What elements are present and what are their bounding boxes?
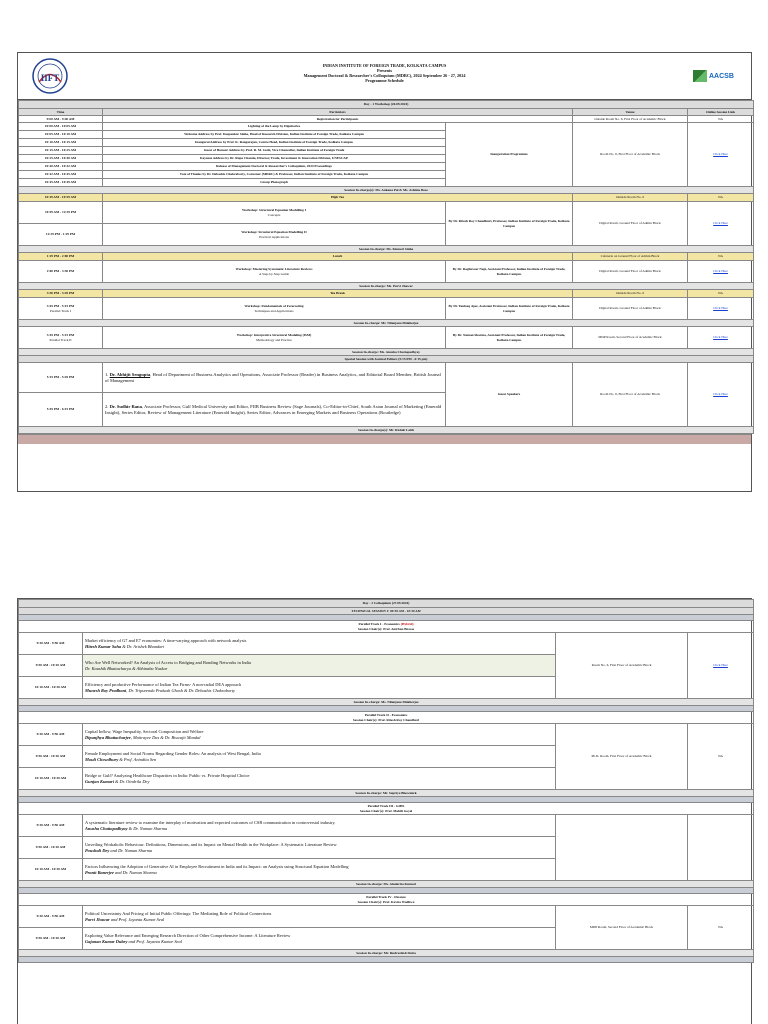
venue-cell: Room No. 6, First Floor of Academic Block <box>556 633 688 699</box>
paper-cell: Capital Inflow, Wage Inequality, Sectoral Composition and Welfare Dipanjhya Bhattacharjee, Maitrayee Das & Dr. Biswajit Mandal <box>83 724 556 746</box>
col-link: Online Session Link <box>688 109 754 116</box>
link-na: NA <box>688 116 754 123</box>
agenda-item: Lighting of the Lamp by Dignitaries <box>103 123 446 131</box>
session-incharge: Session In-charge: Ms. Kinnori Sinha <box>19 246 754 253</box>
click-here-link[interactable]: Click Here <box>713 269 728 274</box>
day1-table <box>18 100 754 434</box>
time-cell: 10:10 AM - 10:15 AM <box>19 139 103 147</box>
time-cell: 10:10 AM - 10:30 AM <box>19 859 83 881</box>
link-na: NA <box>688 290 754 298</box>
session-incharge: Session In-charge: Ms. Purvi Jhawar <box>19 283 754 290</box>
session-incharge: Session In-charge: Mr. Supriya Bhowmick <box>19 790 754 797</box>
institute-name: INDIAN INSTITUTE OF FOREIGN TRADE, KOLKATA CAMPUS <box>322 63 447 68</box>
workshop-cell <box>103 327 446 349</box>
paper-cell: Market efficiency of G7 and E7 economies: A time-varying approach with network analysis Hitesh Kumar Saha & Dr. Arishek Bhandari <box>83 633 556 655</box>
click-here-link[interactable]: Click Here <box>713 221 728 226</box>
link-na: NA <box>688 906 754 950</box>
col-time: Time <box>19 109 103 116</box>
venue-cell: Room No. 6, First Floor of Academic Block <box>573 123 688 187</box>
time-cell: 10:00 AM - 10:05 AM <box>19 123 103 131</box>
session-incharge: Session In-charge: Ms. Anusha Chattopadhyay <box>19 349 754 356</box>
time-cell: 10:45 AM - 10:49 AM <box>19 179 103 187</box>
day1-title: Day - 1 Workshop (26.09.2024) <box>19 101 754 109</box>
time-cell: 10:15 AM - 10:25 AM <box>19 147 103 155</box>
time-cell: 9:30 AM - 9:50 AM <box>19 815 83 837</box>
online-link[interactable] <box>688 123 754 187</box>
workshop-sub: Techniques and Applications <box>254 308 294 313</box>
programme-subtitle: Programme Schedule <box>365 78 404 83</box>
track-header: Parallel Track III - GIHS Session Chair(s): Prof. Mohili Goyel <box>19 803 754 815</box>
click-here-link[interactable]: Click Here <box>713 392 728 397</box>
registration-label: Registration for Participants <box>103 116 573 123</box>
time-cell: 3:45 PM - 5:15 PM Parallel Track II <box>19 327 103 349</box>
agenda-item: Keynote Address by Dr. Rupa Chanda, Director, Trade, Investment & Innovation Division, UNESCAP <box>103 155 446 163</box>
guest-speaker-1: 1. Dr. Abhijit Sengupta, Head of Department of Business Analytics and Operations, Associate Professor (Reader) in Business Analytics, and Editorial Board Member, British Journal of Management <box>103 363 446 393</box>
time-cell: 10:59 AM - 12:29 PM <box>19 202 103 224</box>
venue-cell: Room No. 6, First Floor of Academic Block <box>573 363 688 427</box>
agenda-item: Group Photograph <box>103 179 446 187</box>
paper-cell: Unveiling Workaholic Behaviour: Definitions, Dimensions, and its Impact on Mental Health in the Workplace: A Systematic Literature Review Poushali Dey and Dr. Naman Sharma <box>83 837 556 859</box>
session-incharge: Session In-charge: Ms. Alankrita Kumari <box>19 881 754 888</box>
paper-cell: Efficiency and productive Performance of Indian Tea Firms- A non-radial DEA approach Munesh Roy Pradhani, Dr. Tripurenda Prakash Ghosh & Dr. Debashis Chakraborty <box>83 677 556 699</box>
time-cell: 9:30 AM - 9:50 AM <box>19 724 83 746</box>
workshop-title: Workshop: Structural Equation Modelling II <box>241 230 307 235</box>
time-cell: 3:30 PM - 3:45 PM <box>19 290 103 298</box>
time-cell: 5:15 PM - 5:45 PM <box>19 363 103 393</box>
session-incharge: Session In-charge: Mr. Rudrashish Dutta <box>19 950 754 957</box>
time-cell: 10:42 AM - 10:45 AM <box>19 171 103 179</box>
click-here-link[interactable]: Click Here <box>713 306 728 311</box>
speaker-cell: By Dr. Tanfeeq Ajaz, Assistant Professor, Indian Institute of Foreign Trade, Kolkata Campus <box>446 298 573 320</box>
time-cell: 10:25 AM - 10:40 AM <box>19 155 103 163</box>
venue-cell: Ph.D. Room, First Floor of Academic Block <box>556 724 688 790</box>
paper-cell: A systematic literature review to examine the interplay of motivation and expected outcomes of CSR communication in controversial industry. Anusha Chattopadhyay & Dr. Naman Sharma <box>83 815 556 837</box>
aacsb-logo: AACSB <box>693 69 737 83</box>
session-incharge: Session In-charge(s): Mr. Rishab Laith <box>19 427 754 434</box>
agenda-item: Vote of Thanks by Dr. Debashis Chakraborty, Convenor (MDRC) & Professor, Indian Institute of Foreign Trade, Kolkata Campus <box>103 171 446 179</box>
track-header: Parallel Track II - Economics Session Chair(s): Prof. Ritesh Roy Chaudhuri <box>19 712 754 724</box>
venue-cell: MDP Room, Second Floor of Academic Block <box>573 327 688 349</box>
time-cell: 10:05 AM - 10:10 AM <box>19 131 103 139</box>
time-cell: 12:29 PM - 1:29 PM <box>19 224 103 246</box>
time-cell: 9:50 AM - 10:10 AM <box>19 928 83 950</box>
speaker-cell: By Dr. Raghuveer Negi, Assistant Professor, Indian Institute of Foreign Trade, Kolkata Campus <box>446 261 573 283</box>
aacsb-mark-icon <box>693 70 707 82</box>
online-link[interactable] <box>688 202 754 246</box>
day1-schedule-sheet <box>17 52 752 492</box>
time-cell: 1:29 PM - 2:00 PM <box>19 253 103 261</box>
break-label: Tea Break <box>103 290 573 298</box>
svg-text:IIFT: IIFT <box>40 73 60 83</box>
workshop-cell <box>103 224 446 246</box>
track-header: Parallel Track IV - Finance Session Chair(s): Prof. Kavita Wadhwa <box>19 894 754 906</box>
link-na: NA <box>688 724 754 790</box>
workshop-cell <box>103 261 446 283</box>
day2-schedule-sheet <box>17 598 752 1024</box>
workshop-title: Workshop: Interpretive Structural Modeling (ISM) <box>236 333 312 338</box>
time-cell: 5:45 PM - 6:15 PM <box>19 393 103 427</box>
workshop-sub: A Step-by-Step Guide <box>259 271 289 276</box>
paper-cell: Bridge or Gulf? Analyzing Healthcare Disparities in India: Public vs. Private Hospital Choice Gunjan Kumari & Dr. Oindrila Dey <box>83 768 556 790</box>
paper-cell: Exploring Value Relevance and Emerging Research Direction of Other Comprehensive Income: A Literature Review Gajanan Kumar Dubey and Prof. Jayanta Kumar Seal <box>83 928 556 950</box>
agenda-item: Release of Management Doctoral & Researcher's Colloquium, 2024 Proceedings <box>103 163 446 171</box>
speaker-cell: By Dr. Naman Sharma, Assistant Professor, Indian Institute of Foreign Trade, Kolkata Campus <box>446 327 573 349</box>
time-cell: 10:49 AM - 10:59 AM <box>19 194 103 202</box>
time-cell: 10:40 AM - 10:42 AM <box>19 163 103 171</box>
header-titles <box>138 63 631 83</box>
time-cell: 9:00 AM - 9:40 AM <box>19 116 103 123</box>
speaker-cell: By Dr. Ritesh Roy Chaudhuri, Professor, Indian Institute of Foreign Trade, Kolkata Campus <box>446 202 573 246</box>
online-link[interactable] <box>688 327 754 349</box>
paper-cell: Factors Influencing the Adoption of Generative AI in Employee Recruitment in India and its Impact: an Analysis using Structural Equation Modelling Pranit Banerjee and Dr. Naman Sharma <box>83 859 556 881</box>
time-cell: 9:30 AM - 9:50 AM <box>19 633 83 655</box>
break-label: High Tea <box>103 194 573 202</box>
workshop-title: Workshop: Fundamentals of Forecasting <box>244 304 304 309</box>
session-incharge: Session In-charge(s): Ms. Ankana Pal & Ms. Ashima Bose <box>19 187 754 194</box>
time-cell: 3:45 PM - 5:15 PM Parallel Track I <box>19 298 103 320</box>
day2-table <box>18 599 754 963</box>
workshop-title: Workshop: Structural Equation Modelling I <box>241 208 307 213</box>
time-cell: 9:50 AM - 10:10 AM <box>19 746 83 768</box>
workshop-sub: Methodology and Practice <box>256 337 292 342</box>
inauguration-label: Inauguration Programme <box>446 123 573 187</box>
time-cell: 2:00 PM - 3:30 PM <box>19 261 103 283</box>
time-cell: 9:30 AM - 9:50 AM <box>19 906 83 928</box>
online-link[interactable] <box>688 363 754 427</box>
paper-cell: Who Are Well Networked? An Analysis of Access to Bridging and Bonding Networks in India Dr. Kaushik Bhattacharya & Abhinaba Naskar <box>83 655 556 677</box>
workshop-sub: Concepts <box>267 212 281 217</box>
link-na: NA <box>688 194 754 202</box>
session-incharge: Session In-charge: Ms. Nilanjana Mukherjee <box>19 699 754 706</box>
schedule-header <box>18 53 751 100</box>
workshop-cell <box>103 298 446 320</box>
day2-title: Day - 2 Colloquium (27.09.2024) <box>19 600 754 608</box>
guest-speaker-2: 2. Dr. Sudhir Rana, Associate Professor, Gulf Medical University and Editor, FIIB Business Review (Sage Journals), Co-Editor-in-Chief, South Asian Journal of Marketing (Emerald Insight), Series Editor, Review of Management Literature (Emerald Insight), Series Editor, Advances in Emerging Markets and Business Operations (Routledge) <box>103 393 446 427</box>
venue-cell: Digital Room, Ground Floor of Admin Block <box>573 298 688 320</box>
click-here-link[interactable]: Click Here <box>713 663 728 668</box>
workshop-sub: Practical Applications <box>259 234 289 239</box>
time-cell: 10:10 AM - 10:30 AM <box>19 677 83 699</box>
agenda-item: Guest of Honour Address by Prof. R. M. Joshi, Vice Chancellor, Indian Institute of Foreign Trade <box>103 147 446 155</box>
session-incharge: Session In-charge: Mr. Nilanjana Mukherjee <box>19 320 754 327</box>
guest-label: Guest Speakers <box>446 363 573 427</box>
venue-cell: MDP Room, Second Floor of Academic Block <box>556 906 688 950</box>
online-link[interactable] <box>688 298 754 320</box>
technical-session-title: TECHNICAL SESSION I: 09:30 AM - 10:30 AM <box>19 608 754 615</box>
time-cell: 9:50 AM - 10:10 AM <box>19 655 83 677</box>
event-name: Management Doctoral & Researcher's Colloquium (MDRC), 2024 September 26 - 27, 2024 <box>303 73 466 78</box>
iift-logo-icon <box>26 57 74 95</box>
col-particulars: Particulars <box>103 109 573 116</box>
venue-cell: Cafeteria on Ground Floor of Admin Block <box>573 253 688 261</box>
presents-line: Presents <box>376 68 393 73</box>
venue-cell: Digital Room, Ground Floor of Admin Block <box>573 202 688 246</box>
paper-cell: Female Employment and Social Norms Regarding Gender Roles: An analysis of West Bengal, India Mouli Chowdhury & Prof. Anindita Sen <box>83 746 556 768</box>
agenda-item: Welcome Address by Prof. Deepankar Sinha, Head of Research Division, Indian Institute of Foreign Trade, Kolkata Campus <box>103 131 446 139</box>
track-header: Parallel Track I - Economics (Hybrid) Session Chair(s): Prof. Anirban Biswas <box>19 621 754 633</box>
click-here-link[interactable]: Click Here <box>713 335 728 340</box>
venue-cell: Outside Room No. 6, First Floor of Academic Block <box>573 116 688 123</box>
link-na <box>688 815 754 881</box>
click-here-link[interactable]: Click Here <box>713 152 728 157</box>
online-link[interactable] <box>688 633 754 699</box>
time-cell: 10:10 AM - 10:30 AM <box>19 768 83 790</box>
break-label: Lunch <box>103 253 573 261</box>
col-venue: Venue <box>573 109 688 116</box>
venue-cell <box>556 815 688 881</box>
online-link[interactable] <box>688 261 754 283</box>
agenda-item: Inaugural Address by Prof. K. Rangarajan, Centre Head, Indian Institute of Foreign Trade, Kolkata Campus <box>103 139 446 147</box>
venue-cell: Outside Room No. 6 <box>573 194 688 202</box>
special-session-title: Special Session with Journal Editors (5:15 PM - 6:15 pm) <box>19 356 754 363</box>
venue-cell: Outside Room No. 6 <box>573 290 688 298</box>
paper-cell: Political Uncertainty And Pricing of Initial Public Offerings: The Mediating Role of Political Connections Purvi Jhawar and Prof. Jayanta Kumar Seal <box>83 906 556 928</box>
workshop-title: Workshop: Mastering Systematic Literature Reviews <box>235 267 313 272</box>
table-end-bar <box>18 434 751 444</box>
link-na: NA <box>688 253 754 261</box>
time-cell: 9:50 AM - 10:10 AM <box>19 837 83 859</box>
workshop-cell <box>103 202 446 224</box>
venue-cell: Digital Room, Ground Floor of Admin Block <box>573 261 688 283</box>
